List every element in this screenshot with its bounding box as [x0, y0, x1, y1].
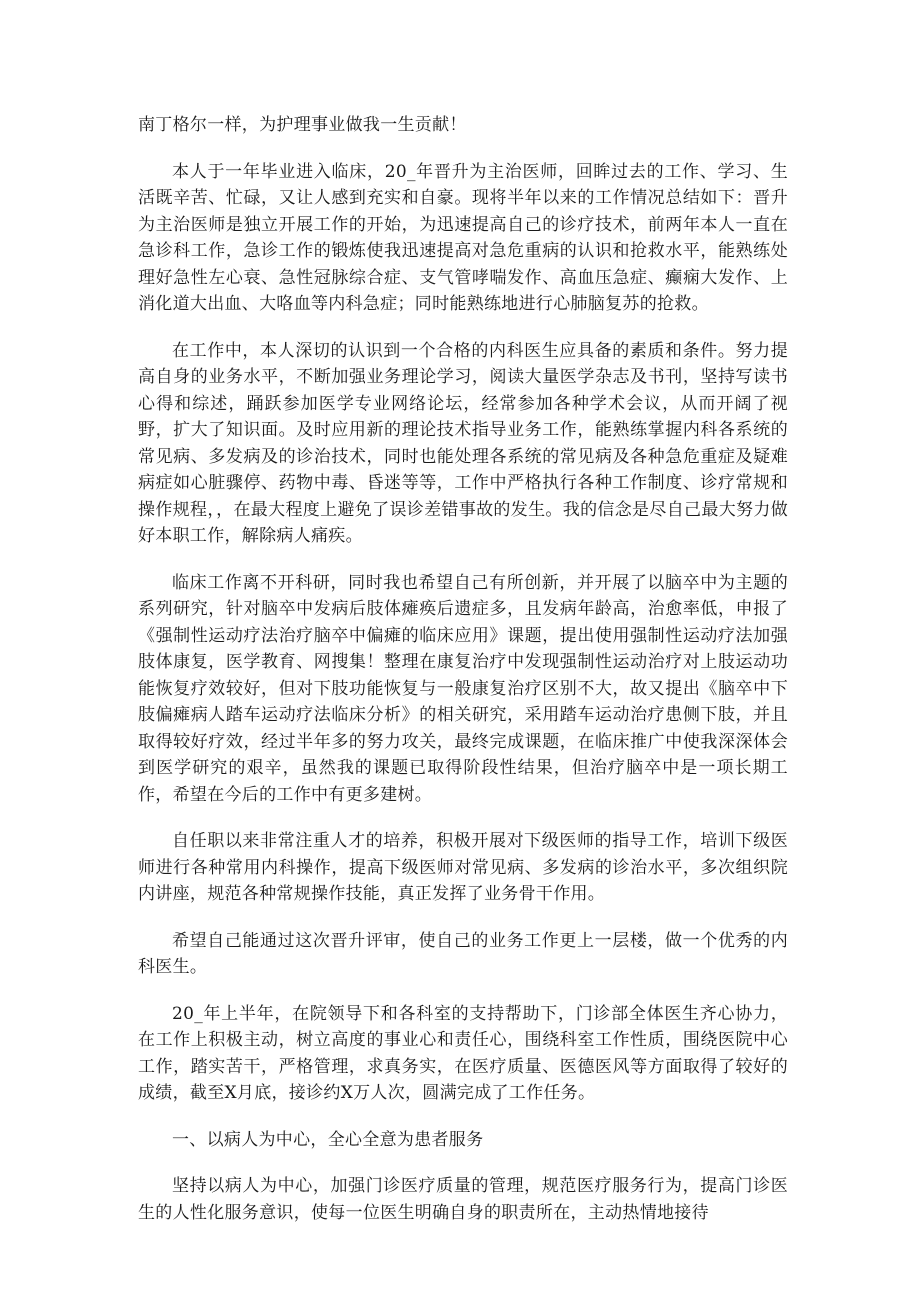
paragraph: 坚持以病人为中心，加强门诊医疗质量的管理，规范医疗服务行为，提高门诊医生的人性化服务意识，使每一位医生明确自身的职责所在，主动热情地接待 [138, 1176, 788, 1223]
paragraph-continued: 南丁格尔一样，为护理事业做我一生贡献！ [138, 115, 467, 135]
paragraph: 20_年上半年，在院领导下和各科室的支持帮助下，门诊部全体医生齐心协力，在工作上积极主动，树立高度的事业心和责任心，围绕科室工作性质，围绕医院中心工作，踏实苦干，严格管理，求真务实，在医疗质量、医德医风等方面取得了较好的成绩，截至X月底，接诊约X万人次，圆满完成了工作任务。 [138, 1003, 788, 1103]
paragraph: 自任职以来非常注重人才的培养，积极开展对下级医师的指导工作，培训下级医师进行各种常用内科操作，提高下级医师对常见病、多发病的诊治水平，多次组织院内讲座，规范各种常规操作技能，真正发挥了业务骨干作用。 [138, 831, 788, 904]
paragraph: 在工作中，本人深切的认识到一个合格的内科医生应具备的素质和条件。努力提高自身的业务水平，不断加强业务理论学习，阅读大量医学杂志及书刊，坚持写读书心得和综述，踊跃参加医学专业网络论坛，经常参加各种学术会议，从而开阔了视野，扩大了知识面。及时应用新的理论技术指导业务工作，能熟练掌握内科各系统的常见病、多发病及的诊治技术，同时也能处理各系统的常见病及各种急危重症及疑难病症如心脏骤停、药物中毒、昏迷等等，工作中严格执行各种工作制度、诊疗常规和操作规程，，在最大程度上避免了误诊差错事故的发生。我的信念是尽自己最大努力做好本职工作，解除病人痛疾。 [138, 340, 788, 546]
section-heading: 一、以病人为中心，全心全意为患者服务 [172, 1129, 484, 1150]
paragraph: 希望自己能通过这次晋升评审，使自己的业务工作更上一层楼，做一个优秀的内科医生。 [138, 930, 788, 977]
paragraph: 本人于一年毕业进入临床，20_年晋升为主治医师，回眸过去的工作、学习、生活既辛苦、忙碌，又让人感到充实和自豪。现将半年以来的工作情况总结如下：晋升为主治医师是独立开展工作的开始，为迅速提高自己的诊疗技术，前两年本人一直在急诊科工作，急诊工作的锻炼使我迅速提高对急危重病的认识和抢救水平，能熟练处理好急性左心衰、急性冠脉综合症、支气管哮喘发作、高血压急症、癫痫大发作、上消化道大出血、大咯血等内科急症；同时能熟练地进行心肺脑复苏的抢救。 [138, 161, 788, 314]
paragraph: 临床工作离不开科研，同时我也希望自己有所创新，并开展了以脑卒中为主题的系列研究，针对脑卒中发病后肢体瘫痪后遗症多，且发病年龄高，治愈率低，申报了《强制性运动疗法治疗脑卒中偏瘫的临床应用》课题，提出使用强制性运动疗法加强肢体康复，医学教育、网搜集！整理在康复治疗中发现强制性运动治疗对上肢运动功能恢复疗效较好，但对下肢功能恢复与一般康复治疗区别不大，故又提出《脑卒中下肢偏瘫病人踏车运动疗法临床分析》的相关研究，采用踏车运动治疗患侧下肢，并且取得较好疗效，经过半年多的努力攻关，最终完成课题，在临床推广中使我深深体会到医学研究的艰辛，虽然我的课题已取得阶段性结果，但治疗脑卒中是一项长期工作，希望在今后的工作中有更多建树。 [138, 572, 788, 805]
document-body [138, 112, 788, 1246]
